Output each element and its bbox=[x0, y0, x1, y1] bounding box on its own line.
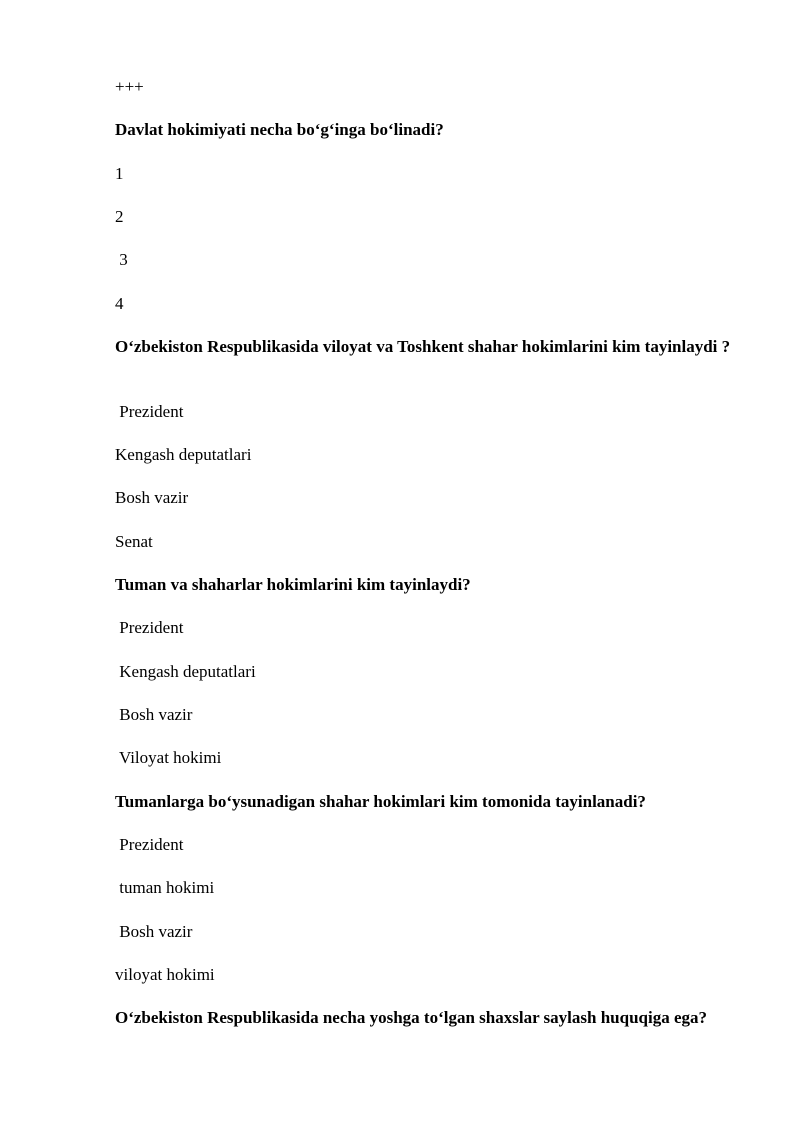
question-1: Davlat hokimiyati necha bo‘g‘inga bo‘linadi? bbox=[115, 120, 444, 139]
marker-text: +++ bbox=[115, 77, 144, 96]
q1-option-3: 3 bbox=[115, 250, 128, 269]
q2-option-1: Prezident bbox=[115, 402, 184, 421]
q3-option-2: Kengash deputatlari bbox=[115, 662, 256, 681]
q1-option-4: 4 bbox=[115, 294, 124, 313]
q4-option-1: Prezident bbox=[115, 835, 184, 854]
q2-option-4: Senat bbox=[115, 532, 153, 551]
question-2: O‘zbekiston Respublikasida viloyat va Toshkent shahar hokimlarini kim tayinlaydi ? bbox=[115, 337, 731, 356]
question-4: Tumanlarga bo‘ysunadigan shahar hokimlari kim tomonida tayinlanadi? bbox=[115, 792, 646, 811]
question-5: O‘zbekiston Respublikasida necha yoshga to‘lgan shaxslar saylash huquqiga ega? bbox=[115, 1008, 708, 1027]
q2-option-2: Kengash deputatlari bbox=[115, 445, 252, 464]
q3-option-3: Bosh vazir bbox=[115, 705, 193, 724]
q2-option-3: Bosh vazir bbox=[115, 488, 189, 507]
question-3: Tuman va shaharlar hokimlarini kim tayinlaydi? bbox=[115, 575, 471, 594]
q3-option-1: Prezident bbox=[115, 618, 184, 637]
q4-option-4: viloyat hokimi bbox=[115, 965, 215, 984]
q4-option-2: tuman hokimi bbox=[115, 878, 215, 897]
q1-option-1: 1 bbox=[115, 164, 124, 183]
q3-option-4: Viloyat hokimi bbox=[115, 748, 222, 767]
q4-option-3: Bosh vazir bbox=[115, 922, 193, 941]
q1-option-2: 2 bbox=[115, 207, 124, 226]
